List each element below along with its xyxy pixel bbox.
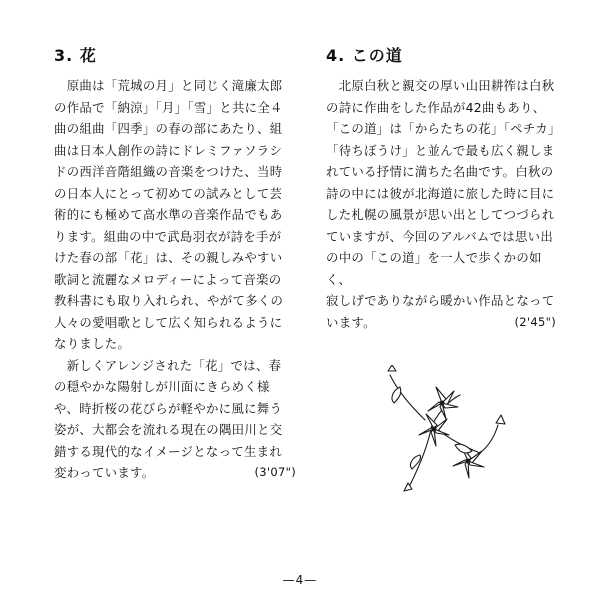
text-line: した札幌の風景が思い出としてつづられ [326, 207, 555, 222]
text-line: 寂しげでありながら暖かい作品となって [326, 293, 555, 308]
section-4 [326, 46, 561, 333]
text-line: や、時折桜の花びらが軽やかに風に舞う [54, 400, 283, 416]
text-line: 詩の中には彼が北海道に旅した時に目に [326, 185, 555, 201]
text-line: けた春の部「花」は、その親しみやすい [54, 250, 283, 265]
text-line: 「この道」は「からたちの花」「ペチカ」 [326, 121, 561, 136]
page-number: —4— [282, 573, 318, 587]
text-line: 錯する現代的なイメージとなって生まれ [54, 443, 283, 459]
text-line: 新しくアレンジされた「花」では、春 [54, 357, 282, 373]
text-line: なりました。 [54, 336, 131, 351]
text-line: 人々の愛唱歌として広く知られるように [54, 314, 283, 330]
text-line: 北原白秋と親交の厚い山田耕筰は白秋 [326, 78, 555, 93]
text-line: 姿が、大都会を流れる現在の隅田川と交 [54, 422, 283, 437]
text-line: 曲は日本人創作の詩にドレミファソラシ [54, 142, 283, 158]
text-line: 曲の組曲「四季」の春の部にあたり、組 [54, 121, 283, 136]
text-line: ドの西洋音階組織の音楽をつけた、当時 [54, 164, 283, 179]
section-3 [54, 46, 296, 484]
text-line: の作品で「納涼」「月」「雪」と共に全４ [54, 99, 283, 115]
text-line: 変わっています。 [54, 465, 155, 480]
duration-label: (2'45") [514, 314, 556, 329]
section-4-text [326, 75, 561, 333]
text-line: 術的にも極めて高水準の音楽作品でもあ [54, 207, 283, 222]
last-line-with-duration [326, 312, 556, 334]
text-line: います。 [326, 314, 376, 330]
text-line: の穏やかな陽射しが川面にきらめく様 [54, 379, 270, 394]
duration-label: (3'07") [254, 465, 296, 479]
flower-illustration-icon [370, 365, 520, 500]
section-3-heading: 3. 花 [54, 46, 97, 65]
text-line: ていますが、今回のアルバムでは思い出 [326, 228, 554, 244]
text-line: の日本人にとって初めての試みとして芸 [54, 185, 283, 201]
text-line: の詩に作曲をした作品が42曲もあり、 [326, 99, 546, 115]
text-line: 教科書にも取り入れられ、やがて多くの [54, 293, 284, 308]
text-line: 歌詞と流麗なメロディーによって音楽の [54, 271, 282, 287]
text-line: 原曲は「荒城の月」と同じく滝廉太郎 [54, 78, 283, 93]
text-line: 「待ちぼうけ」と並んで最も広く親しま [326, 142, 555, 158]
text-line: の中の「この道」を一人で歩くかの如く、 [326, 250, 542, 287]
section-4-heading: 4. この道 [326, 46, 403, 65]
text-line: ります。組曲の中で武島羽衣が詩を手が [54, 228, 282, 244]
text-line: れている抒情に満ちた名曲です。白秋の [326, 164, 554, 179]
section-3-text [54, 75, 296, 484]
last-line-with-duration [54, 462, 296, 484]
